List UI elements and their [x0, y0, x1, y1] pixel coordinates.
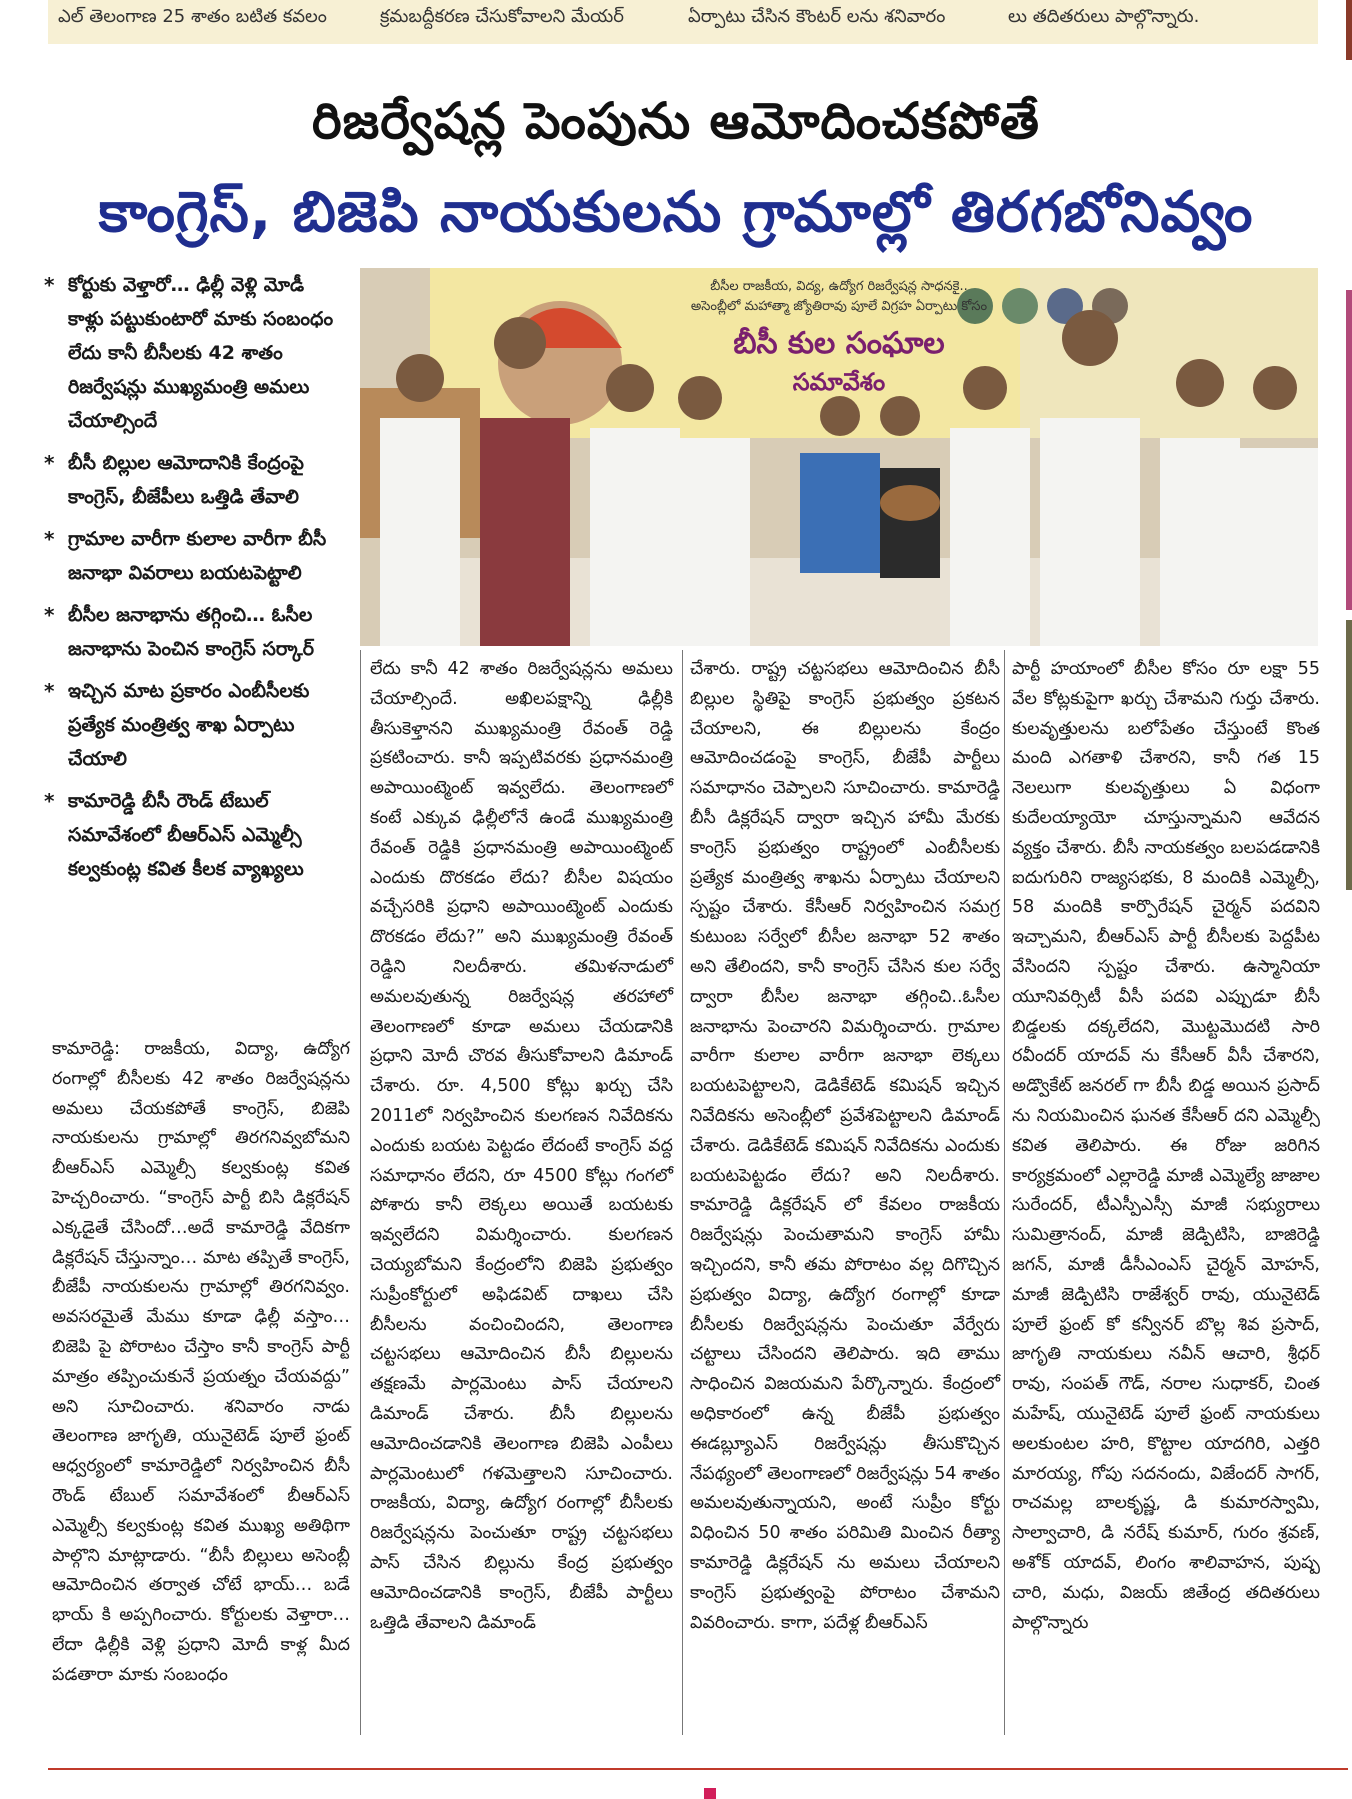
banner-line-1: బీసీల రాజకీయ, విద్య, ఉద్యోగ రిజర్వేషన్ల సాధనకై..	[710, 279, 968, 294]
highlight-item	[44, 522, 344, 590]
highlight-text: బీసీ బిల్లుల ఆమోదానికి కేంద్రంపై కాంగ్రెస్, బీజేపీలు ఒత్తిడి తేవాలి	[68, 452, 304, 508]
news-photo	[360, 268, 1318, 646]
bullet-star-icon: *	[44, 603, 55, 627]
column-divider	[360, 650, 361, 1735]
highlight-text: కామారెడ్డి బీసీ రౌండ్ టేబుల్ సమావేశంలో బీఆర్ఎస్ ఎమ్మెల్సీ కల్వకుంట్ల కవిత కీలక వ్యాఖ్యలు	[68, 790, 304, 880]
column-divider	[1004, 650, 1005, 1735]
article-column-1: కామారెడ్డి: రాజకీయ, విద్యా, ఉద్యోగ రంగాల్లో బీసీలకు 42 శాతం రిజర్వేషన్లను అమలు చేయకపోతే కాంగ్రెస్, బిజెపి నాయకులను గ్రామాల్లో తిరగనివ్వబోమని బీఆర్ఎస్ ఎమ్మెల్సీ కల్వకుంట్ల కవిత హెచ్చరించారు. “కాంగ్రెస్ పార్టీ బిసి డిక్లరేషన్ ఎక్కడైతే చేసిందో…అదే కామారెడ్డి వేదికగా డిక్లరేషన్ చేస్తున్నాం… మాట తప్పితే కాంగ్రెస్, బీజేపీ నాయకులను గ్రామాల్లో తిరగనివ్వం. అవసరమైతే మేము కూడా ఢిల్లీ వస్తాం… బిజెపి పై పోరాటం చేస్తాం కానీ కాంగ్రెస్ పార్టీ మాత్రం తప్పించుకునే ప్రయత్నం చేయవద్దు” అని సూచించారు. శనివారం నాడు తెలంగాణ జాగృతి, యునైటెడ్ పూలే ఫ్రంట్ ఆధ్వర్యంలో కామారెడ్డిలో నిర్వహించిన బీసీ రౌండ్ టేబుల్ సమావేశంలో బీఆర్ఎస్ ఎమ్మెల్సీ కల్వకుంట్ల కవిత ముఖ్య అతిథిగా పాల్గొని మాట్లాడారు. “బీసీ బిల్లులు అసెంబ్లీ ఆమోదించిన తర్వాత చోటే భాయ్… బడే భాయ్ కి అప్పగించారు. కోర్టులకు వెళ్తారా… లేదా ఢిల్లీకి వెళ్లి ప్రధాని మోదీ కాళ్ల మీద పడతారా మాకు సంబంధం	[52, 1039, 350, 1685]
article-column-4: పార్టీ హయాంలో బీసీల కోసం రూ లక్షా 55 వేల కోట్లకుపైగా ఖర్చు చేశామని గుర్తు చేశారు. కులవృత్తులను బలోపేతం చేస్తుంటే కొంత మంది ఎగతాళి చేశారని, కానీ గత 15 నెలలుగా కులవృత్తులు ఏ విధంగా కుదేలయ్యాయో చూస్తున్నామని ఆవేదన వ్యక్తం చేశారు. బీసీ నాయకత్వం బలపడడానికి ఐదుగురిని రాజ్యసభకు, 8 మందికి ఎమ్మెల్సీ, 58 మందికి కార్పొరేషన్ చైర్మన్ పదవిని ఇచ్చామని, బీఆర్ఎస్ పార్టీ బీసీలకు పెద్దపీట వేసిందని స్పష్టం చేశారు. ఉస్మానియా యూనివర్సిటీ వీసీ పదవి ఎప్పుడూ బీసీ బిడ్డలకు దక్కలేదని, మొట్టమొదటి సారి రవీందర్ యాదవ్ ను కేసీఆర్ వీసీ చేశారని, అడ్వొకేట్ జనరల్ గా బీసీ బిడ్డ అయిన ప్రసాద్ ను నియమించిన ఘనత కేసీఆర్ దని ఎమ్మెల్సీ కవిత తెలిపారు. ఈ రోజు జరిగిన కార్యక్రమంలో ఎల్లారెడ్డి మాజీ ఎమ్మెల్యే జాజాల సురేందర్, టీఎస్పీఎస్సీ మాజీ సభ్యురాలు సుమిత్రానంద్, మాజీ జెడ్పిటిసి, బాజిరెడ్డి జగన్, మాజీ డీసీఎంఎస్ చైర్మన్ మోహన్, మాజీ జెడ్పిటిసి రాజేశ్వర్ రావు, యునైటెడ్ పూలే ఫ్రంట్ కో కన్వీనర్ బొల్ల శివ ప్రసాద్, జాగృతి నాయకులు నవీన్ ఆచారి, శ్రీధర్ రావు, సంపత్ గౌడ్, నరాల సుధాకర్, చింత మహేష్, యునైటెడ్ పూలే ఫ్రంట్ నాయకులు అలకుంటల హరి, కొట్టాల యాదగిరి, ఎత్తరి మారయ్య, గోపు సదనందు, విజేందర్ సాగర్, రాచమల్ల బాలకృష్ణ, డి కుమారస్వామి, సాల్వాచారి, డి నరేష్ కుమార్, గురం శ్రవణ్, అశోక్ యాదవ్, లింగం శాలివాహన, పుష్ప చారి, మధు, విజయ్ జితేంద్ర తదితరులు పాల్గొన్నారు	[1012, 659, 1320, 1633]
headline: రిజర్వేషన్ల పెంపును ఆమోదించకపోతే	[312, 92, 1040, 150]
bullet-star-icon: *	[44, 679, 55, 703]
highlights-box	[44, 268, 344, 894]
highlight-text: బీసీల జనాభాను తగ్గించి… ఓసీల జనాభాను పెంచిన కాంగ్రెస్ సర్కార్	[68, 604, 314, 660]
highlight-item	[44, 674, 344, 776]
banner-title: బీసీ కుల సంఘాల	[733, 326, 945, 361]
highlight-item	[44, 446, 344, 514]
highlight-text: ఇచ్చిన మాట ప్రకారం ఎంబీసీలకు ప్రత్యేక మంత్రిత్వ శాఖ ఏర్పాటు చేయాలి	[68, 680, 310, 770]
top-strip-text-3: ఏర్పాటు చేసిన కౌంటర్ లను శనివారం	[688, 6, 946, 27]
highlight-item	[44, 784, 344, 886]
top-strip-text-4: లు తదితరులు పాల్గొన్నారు.	[1008, 6, 1200, 27]
top-strip-text-1: ఎల్ తెలంగాణ 25 శాతం బటిత కవలం	[58, 6, 327, 27]
banner-line-2: అసెంబ్లీలో మహాత్మా జ్యోతిరావు పూలే విగ్రహ ఏర్పాటు కోసం	[690, 299, 988, 314]
bottom-mark	[704, 1788, 716, 1799]
article-column-3: చేశారు. రాష్ట్ర చట్టసభలు ఆమోదించిన బీసీ బిల్లుల స్థితిపై కాంగ్రెస్ ప్రభుత్వం ప్రకటన చేయాలని, ఈ బిల్లులను కేంద్రం ఆమోదించడంపై కాంగ్రెస్, బీజేపీ పార్టీలు సమాధానం చెప్పాలని సూచించారు. కామారెడ్డి బీసీ డిక్లరేషన్ ద్వారా ఇచ్చిన హామీ మేరకు కాంగ్రెస్ ప్రభుత్వం రాష్ట్రంలో ఎంబీసీలకు ప్రత్యేక మంత్రిత్వ శాఖను ఏర్పాటు చేయాలని స్పష్టం చేశారు. కేసీఆర్ నిర్వహించిన సమగ్ర కుటుంబ సర్వేలో బీసీల జనాభా 52 శాతం అని తేలిందని, కానీ కాంగ్రెస్ చేసిన కుల సర్వే ద్వారా బీసీల జనాభా తగ్గించి..ఓసీల జనాభాను పెంచారని విమర్శించారు. గ్రామాల వారీగా కులాల వారీగా జనాభా లెక్కలు బయటపెట్టాలని, డెడికేటెడ్ కమిషన్ ఇచ్చిన నివేదికను అసెంబ్లీలో ప్రవేశపెట్టాలని డిమాండ్ చేశారు. డెడికేటెడ్ కమిషన్ నివేదికను ఎందుకు బయటపెట్టడం లేదు? అని నిలదీశారు. కామారెడ్డి డిక్లరేషన్ లో కేవలం రాజకీయ రిజర్వేషన్లు పెంచుతామని కాంగ్రెస్ హామీ ఇచ్చిందని, కానీ తమ పోరాటం వల్ల దిగొచ్చిన ప్రభుత్వం విద్యా, ఉద్యోగ రంగాల్లో కూడా బీసీలకు రిజర్వేషన్లను పెంచుతూ వేర్వేరు చట్టాలు చేసిందని తెలిపారు. ఇది తాము సాధించిన విజయమని పేర్కొన్నారు. కేంద్రంలో అధికారంలో ఉన్న బీజేపీ ప్రభుత్వం ఈడబ్ల్యూఎస్ రిజర్వేషన్లు తీసుకొచ్చిన నేపథ్యంలో తెలంగాణలో రిజర్వేషన్లు 54 శాతం అమలవుతున్నాయని, అంటే సుప్రీం కోర్టు విధించిన 50 శాతం పరిమితి మించిన రీత్యా కామారెడ్డి డిక్లరేషన్ ను అమలు చేయాలని కాంగ్రెస్ ప్రభుత్వంపై పోరాటం చేశామని వివరించారు. కాగా, పదేళ్ల బీఆర్ఎస్	[690, 659, 1000, 1633]
adjacent-page-image	[1346, 620, 1352, 890]
highlight-item	[44, 268, 344, 438]
highlight-text: గ్రామాల వారీగా కులాల వారీగా బీసీ జనాభా వివరాలు బయటపెట్టాలి	[68, 528, 327, 584]
group-photo	[360, 268, 1318, 646]
highlight-text: కోర్టుకు వెళ్తారో… ఢిల్లీ వెళ్లి మోడీ కాళ్లు పట్టుకుంటారో మాకు సంబంధం లేదు కానీ బీసీలకు 42 శాతం రిజర్వేషన్లు ముఖ్యమంత్రి అమలు చేయాల్సిందే	[68, 274, 334, 432]
bullet-star-icon: *	[44, 451, 55, 475]
column-divider	[682, 650, 683, 1735]
bullet-star-icon: *	[44, 273, 55, 297]
bullet-star-icon: *	[44, 789, 55, 813]
subheadline: కాంగ్రెస్, బిజెపి నాయకులను గ్రామాల్లో తిరగబోనివ్వం	[98, 180, 1254, 245]
bullet-star-icon: *	[44, 527, 55, 551]
top-strip	[48, 0, 1318, 44]
article-column-2: లేదు కానీ 42 శాతం రిజర్వేషన్లను అమలు చేయాల్సిందే. అఖిలపక్షాన్ని ఢిల్లీకి తీసుకెళ్తానని ముఖ్యమంత్రి రేవంత్ రెడ్డి ప్రకటించారు. కానీ ఇప్పటివరకు ప్రధానమంత్రి అపాయింట్మెంట్ ఇవ్వలేదు. తెలంగాణలో కంటే ఎక్కువ ఢిల్లీలోనే ఉండే ముఖ్యమంత్రి రేవంత్ రెడ్డికి ప్రధానమంత్రి అపాయింట్మెంట్ ఎందుకు దొరకడం లేదు? బీసీల విషయం వచ్చేసరికి ప్రధాని అపాయింట్మెంట్ ఎందుకు దొరకడం లేదు?” అని ముఖ్యమంత్రి రేవంత్ రెడ్డిని నిలదీశారు. తమిళనాడులో అమలవుతున్న రిజర్వేషన్ల తరహాలో తెలంగాణలో కూడా అమలు చేయడానికి ప్రధాని మోదీ చొరవ తీసుకోవాలని డిమాండ్ చేశారు. రూ. 4,500 కోట్లు ఖర్చు చేసి 2011లో నిర్వహించిన కులగణన నివేదికను ఎందుకు బయట పెట్టడం లేదంటే కాంగ్రెస్ వద్ద సమాధానం లేదని, రూ 4500 కోట్లు గంగలో పోశారు కానీ లెక్కలు అయితే బయటకు ఇవ్వలేదని విమర్శించారు. కులగణన చెయ్యబోమని కేంద్రంలోని బిజెపి ప్రభుత్వం సుప్రీంకోర్టులో అఫిడవిట్ దాఖలు చేసి బీసీలను వంచించిందని, తెలంగాణ చట్టసభలు ఆమోదించిన బీసీ బిల్లులను తక్షణమే పార్లమెంటు పాస్ చేయాలని డిమాండ్ చేశారు. బీసీ బిల్లులను ఆమోదించడానికి తెలంగాణ బిజెపి ఎంపీలు పార్లమెంటులో గళమెత్తాలని సూచించారు. రాజకీయ, విద్యా, ఉద్యోగ రంగాల్లో బీసీలకు రిజర్వేషన్లను పెంచుతూ రాష్ట్ర చట్టసభలు పాస్ చేసిన బిల్లును కేంద్ర ప్రభుత్వం ఆమోదించడానికి కాంగ్రెస్, బీజేపీ పార్టీలు ఒత్తిడి తేవాలని డిమాండ్	[370, 659, 673, 1633]
banner-subtitle: సమావేశం	[792, 368, 886, 396]
highlight-item	[44, 598, 344, 666]
bottom-rule	[48, 1768, 1348, 1770]
adjacent-page-edge	[1346, 0, 1352, 60]
adjacent-page-image	[1346, 290, 1352, 610]
top-strip-text-2: క్రమబద్దీకరణ చేసుకోవాలని మేయర్	[380, 6, 624, 27]
